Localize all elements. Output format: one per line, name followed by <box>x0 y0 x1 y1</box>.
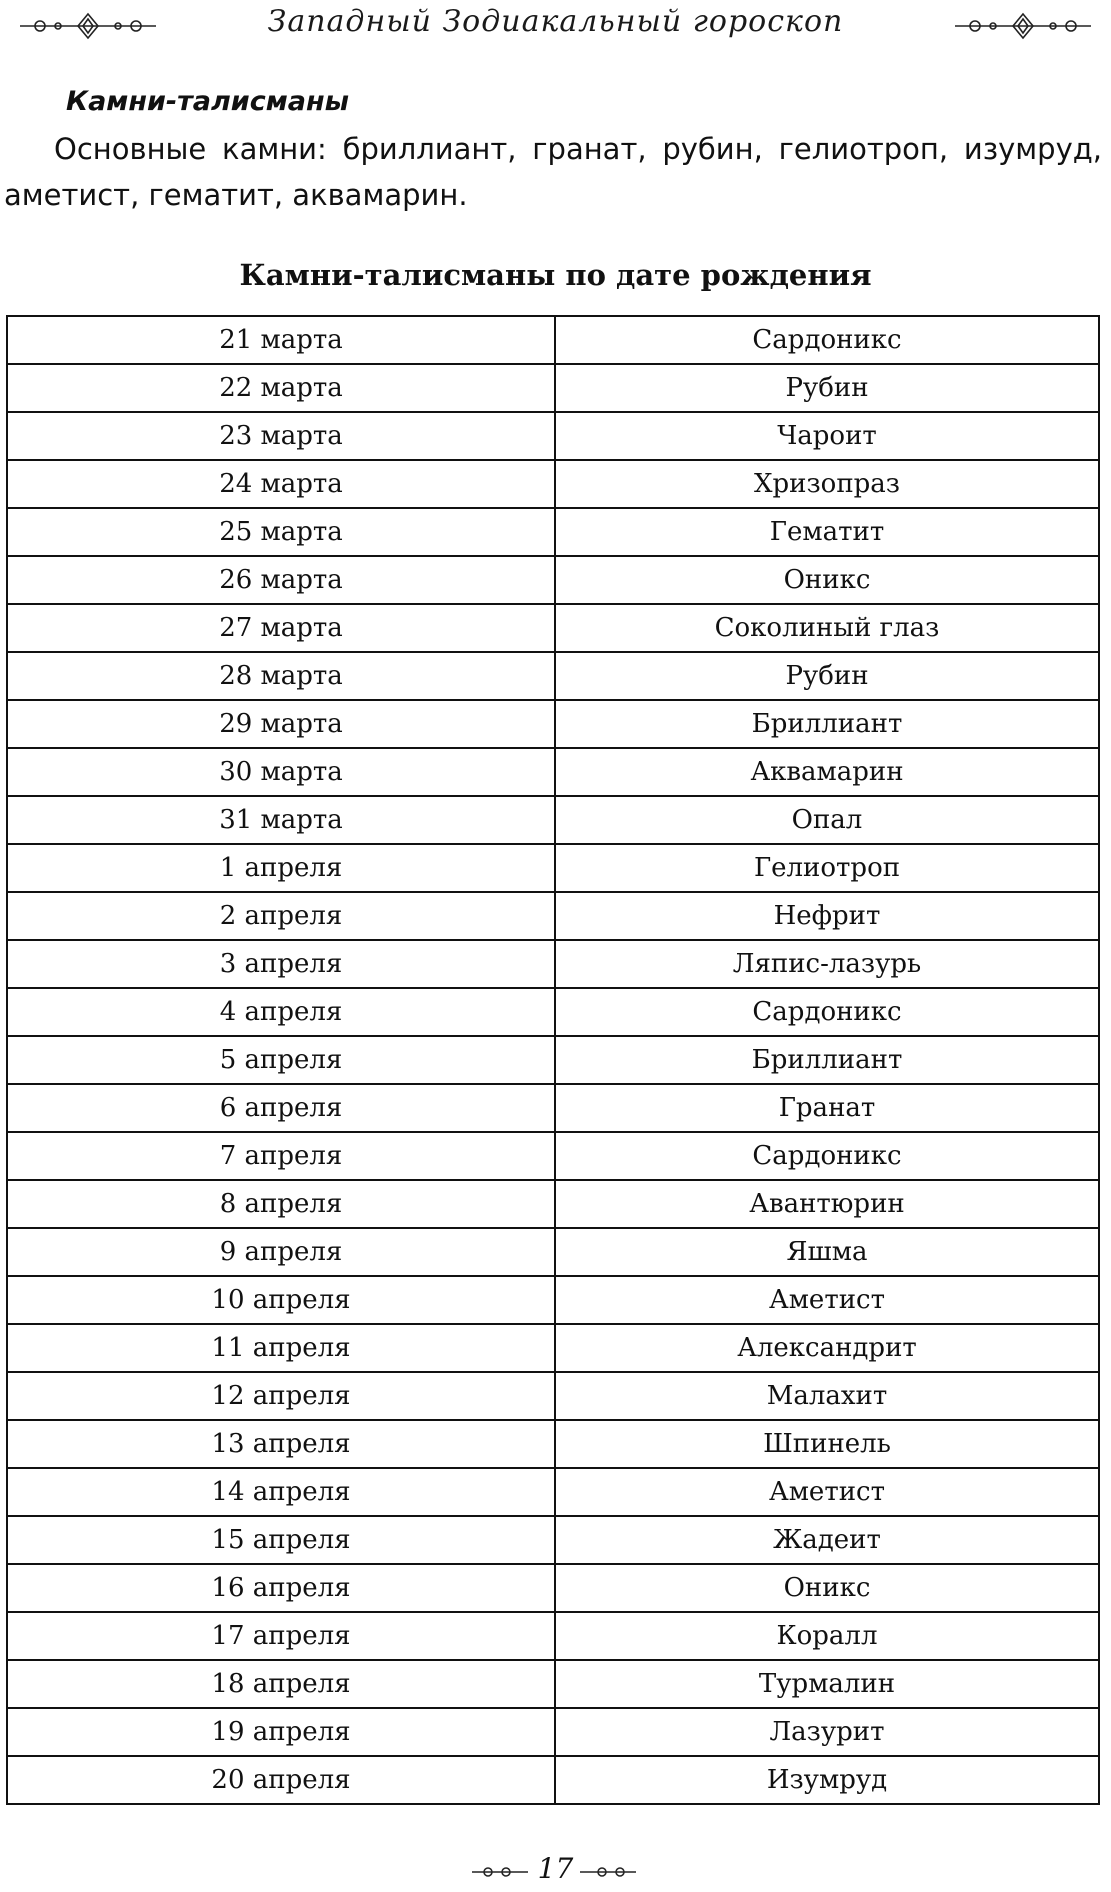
birth-date-cell: 24 марта <box>7 460 555 508</box>
table-row <box>7 1564 1099 1612</box>
footer-ornament-right-icon <box>578 1862 638 1882</box>
birth-date-cell: 16 апреля <box>7 1564 555 1612</box>
birth-date-cell: 31 марта <box>7 796 555 844</box>
stone-cell: Сардоникс <box>555 1132 1099 1180</box>
birth-date-cell: 19 апреля <box>7 1708 555 1756</box>
stone-cell: Нефрит <box>555 892 1099 940</box>
stone-cell: Бриллиант <box>555 700 1099 748</box>
section-title: Камни-талисманы <box>66 86 350 117</box>
birth-date-cell: 22 марта <box>7 364 555 412</box>
table-row <box>7 796 1099 844</box>
table-row <box>7 556 1099 604</box>
stone-cell: Чароит <box>555 412 1099 460</box>
birth-date-cell: 13 апреля <box>7 1420 555 1468</box>
stone-cell: Аметист <box>555 1468 1099 1516</box>
table-row <box>7 1660 1099 1708</box>
birth-date-cell: 28 марта <box>7 652 555 700</box>
stone-cell: Авантюрин <box>555 1180 1099 1228</box>
table-row <box>7 1132 1099 1180</box>
table-row <box>7 1276 1099 1324</box>
table-row <box>7 508 1099 556</box>
birth-date-cell: 26 марта <box>7 556 555 604</box>
table-row <box>7 1036 1099 1084</box>
birth-date-cell: 27 марта <box>7 604 555 652</box>
stone-cell: Яшма <box>555 1228 1099 1276</box>
table-row <box>7 1516 1099 1564</box>
birth-date-cell: 8 апреля <box>7 1180 555 1228</box>
birth-date-cell: 30 марта <box>7 748 555 796</box>
birth-date-cell: 7 апреля <box>7 1132 555 1180</box>
birth-date-cell: 10 апреля <box>7 1276 555 1324</box>
table-row <box>7 1756 1099 1804</box>
birth-date-cell: 12 апреля <box>7 1372 555 1420</box>
stone-cell: Изумруд <box>555 1756 1099 1804</box>
stone-cell: Бриллиант <box>555 1036 1099 1084</box>
table-row <box>7 844 1099 892</box>
table-row <box>7 940 1099 988</box>
stone-cell: Шпинель <box>555 1420 1099 1468</box>
stone-cell: Ляпис-лазурь <box>555 940 1099 988</box>
stone-cell: Гелиотроп <box>555 844 1099 892</box>
table-row <box>7 1228 1099 1276</box>
birth-date-cell: 18 апреля <box>7 1660 555 1708</box>
birth-date-cell: 5 апреля <box>7 1036 555 1084</box>
intro-paragraph: Основные камни: бриллиант, гранат, рубин, гелиотроп, изумруд, аметист, гематит, аквамарин. <box>4 132 1102 212</box>
page-footer <box>0 1852 1111 1888</box>
stone-cell: Александрит <box>555 1324 1099 1372</box>
stone-cell: Гематит <box>555 508 1099 556</box>
stone-cell: Аметист <box>555 1276 1099 1324</box>
birth-date-cell: 15 апреля <box>7 1516 555 1564</box>
stone-cell: Жадеит <box>555 1516 1099 1564</box>
page-header <box>0 0 1111 56</box>
table-row <box>7 1180 1099 1228</box>
birth-date-cell: 11 апреля <box>7 1324 555 1372</box>
table-row <box>7 700 1099 748</box>
birth-date-cell: 20 апреля <box>7 1756 555 1804</box>
stone-cell: Сардоникс <box>555 316 1099 364</box>
table-row <box>7 1468 1099 1516</box>
birth-date-cell: 23 марта <box>7 412 555 460</box>
stone-cell: Оникс <box>555 556 1099 604</box>
table-row <box>7 1084 1099 1132</box>
table-row <box>7 316 1099 364</box>
table-row <box>7 748 1099 796</box>
stone-cell: Аквамарин <box>555 748 1099 796</box>
table-row <box>7 1372 1099 1420</box>
birth-date-cell: 21 марта <box>7 316 555 364</box>
ornament-right-icon <box>953 10 1093 42</box>
stone-cell: Рубин <box>555 652 1099 700</box>
table-row <box>7 652 1099 700</box>
table-row <box>7 412 1099 460</box>
stone-cell: Турмалин <box>555 1660 1099 1708</box>
stone-cell: Соколиный глаз <box>555 604 1099 652</box>
birth-date-cell: 14 апреля <box>7 1468 555 1516</box>
stone-cell: Оникс <box>555 1564 1099 1612</box>
table-row <box>7 1708 1099 1756</box>
stone-cell: Гранат <box>555 1084 1099 1132</box>
table-row <box>7 988 1099 1036</box>
table-row <box>7 1612 1099 1660</box>
birth-date-cell: 29 марта <box>7 700 555 748</box>
birth-date-cell: 3 апреля <box>7 940 555 988</box>
table-row <box>7 892 1099 940</box>
table-row <box>7 604 1099 652</box>
stone-cell: Рубин <box>555 364 1099 412</box>
birth-date-cell: 6 апреля <box>7 1084 555 1132</box>
stone-cell: Коралл <box>555 1612 1099 1660</box>
table-title: Камни-талисманы по дате рождения <box>239 258 872 292</box>
stone-cell: Малахит <box>555 1372 1099 1420</box>
table-row <box>7 1420 1099 1468</box>
birth-date-cell: 1 апреля <box>7 844 555 892</box>
birth-date-cell: 9 апреля <box>7 1228 555 1276</box>
stones-table <box>6 315 1100 1805</box>
stone-cell: Опал <box>555 796 1099 844</box>
birth-date-cell: 2 апреля <box>7 892 555 940</box>
stone-cell: Лазурит <box>555 1708 1099 1756</box>
stone-cell: Сардоникс <box>555 988 1099 1036</box>
running-header-title: Западный Зодиакальный гороскоп <box>267 4 844 39</box>
page-number: 17 <box>537 1852 574 1885</box>
table-row <box>7 364 1099 412</box>
table-row <box>7 460 1099 508</box>
stone-cell: Хризопраз <box>555 460 1099 508</box>
birth-date-cell: 25 марта <box>7 508 555 556</box>
birth-date-cell: 17 апреля <box>7 1612 555 1660</box>
table-row <box>7 1324 1099 1372</box>
birth-date-cell: 4 апреля <box>7 988 555 1036</box>
